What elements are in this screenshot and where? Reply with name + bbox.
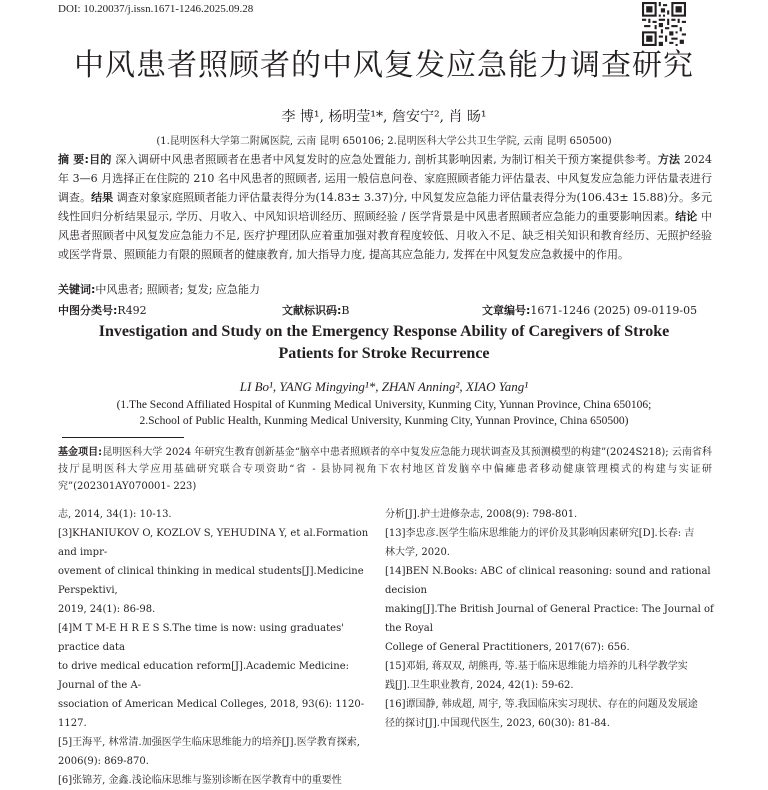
conclusion-text: 中风患者照顾者中风复发应急能力不足, 医疗护理团队应着重加强对教育程度较低、月收入不足、缺乏相关知识和教育经历、无照护经验或医学背景、照顾能力有限的照顾者的健康教育, 加大指导力度, 提高其应急能力, 发挥在中风复发应急救援中的作用。 (58, 210, 713, 261)
doc-label: 文献标识码: (282, 304, 342, 317)
reference-line: 志, 2014, 34(1): 10-13. (58, 509, 172, 520)
conclusion-label: 结论 (675, 210, 698, 223)
reference-line: [4]M T M-E H R E S S.The time is now: using graduates' practice data (58, 623, 344, 653)
reference-line: 践[J].卫生职业教育, 2024, 42(1): 59-62. (385, 680, 574, 691)
reference-line: 分析[J].护士进修杂志, 2008(9): 798-801. (385, 509, 578, 520)
purpose-label: 目的 (88, 153, 112, 166)
method-text: 2024 年 3—6 月选择正在住院的 210 名中风患者的照顾者, 运用一般信息问卷、家庭照顾者能力评估量表、中风复发应急能力评估量表进行调查。 (58, 153, 713, 204)
reference-line: [13]李忠彦.医学生临床思维能力的评价及其影响因素研究[D].长春: 吉 (385, 528, 695, 539)
title-english-line1: Investigation and Study on the Emergency Response Ability of Caregivers of Stroke (98, 323, 670, 340)
reference-line: [5]王海平, 林常清.加强医学生临床思维能力的培养[J].医学教育探索, (58, 737, 360, 748)
keywords-text: 中风患者; 照顾者; 复发; 应急能力 (95, 283, 261, 296)
funding-footnote (58, 444, 712, 495)
clc-value: R492 (117, 304, 147, 317)
doi-line: DOI: 10.20037/j.issn.1671-1246.2025.09.28 (58, 3, 254, 15)
title-english-line2: Patients for Stroke Recurrence (278, 345, 490, 362)
result-text: 调查对象家庭照顾者能力评估量表得分为(14.83± 3.37)分, 中风复发应急能力评估量表得分为(106.43± 15.88)分。多元线性回归分析结果显示, 学历、月收入、中风知识培训经历、照顾经验 / 医学背景是中风患者照顾者应急能力的重要影响因素。 (58, 191, 713, 223)
reference-line: College of General Practitioners, 2017(67): 656. (385, 642, 630, 653)
reference-line: [3]KHANIUKOV O, KOZLOV S, YEHUDINA Y, et al.Formation and impr- (58, 528, 369, 558)
authors-english: LI Bo¹, YANG Mingying¹*, ZHAN Anning², XIAO Yang¹ (239, 379, 529, 394)
reference-line: 径的探讨[J].中国现代医生, 2023, 60(30): 81-84. (385, 718, 610, 729)
doc-value: B (341, 304, 350, 317)
article-label: 文章编号: (482, 304, 531, 317)
reference-line: to drive medical education reform[J].Academic Medicine: Journal of the A- (58, 661, 349, 691)
funding-text: 昆明医科大学 2024 年研究生教育创新基金“脑卒中患者照顾者的卒中复发应急能力现状调查及其预测模型的构建”(2024S218); 云南省科技厅昆明医科大学应用基础研究联合专项资助“省 - 县协同视角下农村地区首发脑卒中偏瘫患者移动健康管理模式的构建与实证研究”(202301AY070001- 223) (58, 447, 712, 492)
title-chinese: 中风患者照顾者的中风复发应急能力调查研究 (74, 48, 694, 83)
reference-line: [6]张锦芳, 金鑫.浅论临床思维与鉴别诊断在医学教育中的重要性 (58, 775, 342, 786)
reference-line: ovement of clinical thinking in medical students[J].Medicine Perspektivi, (58, 566, 364, 596)
reference-line: ssociation of American Medical Colleges, 2018, 93(6): 1120-1127. (58, 699, 365, 729)
footnote-rule (62, 437, 184, 438)
keywords (58, 281, 260, 297)
purpose-text: 深入调研中风患者照顾者在患者中风复发时的应急处置能力, 剖析其影响因素, 为制订相关干预方案提供参考。 (115, 153, 658, 166)
abstract-chinese (58, 150, 712, 264)
reference-line: [15]邓娟, 蒋双双, 胡熊再, 等.基于临床思维能力培养的儿科学教学实 (385, 661, 688, 672)
affiliation-chinese: (1.昆明医科大学第二附属医院, 云南 昆明 650106; 2.昆明医科大学公共卫生学院, 云南 昆明 650500) (156, 136, 612, 147)
reference-line: 林大学, 2020. (385, 547, 450, 558)
funding-label: 基金项目: (58, 447, 103, 458)
authors-chinese: 李 博¹, 杨明莹¹*, 詹安宁², 肖 旸¹ (281, 109, 487, 125)
method-label: 方法 (657, 153, 681, 166)
clc-label: 中图分类号: (58, 304, 118, 317)
clc-number (58, 302, 147, 318)
keywords-label: 关键词: (58, 283, 96, 296)
reference-line: [14]BEN N.Books: ABC of clinical reasoning: sound and rational decision (385, 566, 711, 596)
reference-line: 2006(9): 869-870. (58, 756, 149, 767)
affiliation-english-line1: (1.The Second Affiliated Hospital of Kunming Medical University, Kunming City, Yunnan Province, China 650106; (116, 399, 652, 411)
reference-line: [16]谭国静, 韩成超, 周宇, 等.我国临床实习现状、存在的问题及发展途 (385, 699, 698, 710)
abstract-label: 摘 要: (58, 153, 89, 166)
document-code (282, 302, 350, 318)
reference-line: making[J].The British Journal of General Practice: The Journal of the Royal (385, 604, 714, 634)
article-value: 1671-1246 (2025) 09-0119-05 (530, 304, 698, 317)
result-label: 结果 (91, 191, 114, 204)
references-right-column (385, 505, 715, 733)
affiliation-english-line2: 2.School of Public Health, Kunming Medical University, Kunming City, Yunnan Province, China 650500) (139, 415, 629, 427)
reference-line: 2019, 24(1): 86-98. (58, 604, 156, 615)
article-number (482, 302, 697, 318)
title-english (0, 321, 768, 365)
references-left-column (58, 505, 386, 790)
